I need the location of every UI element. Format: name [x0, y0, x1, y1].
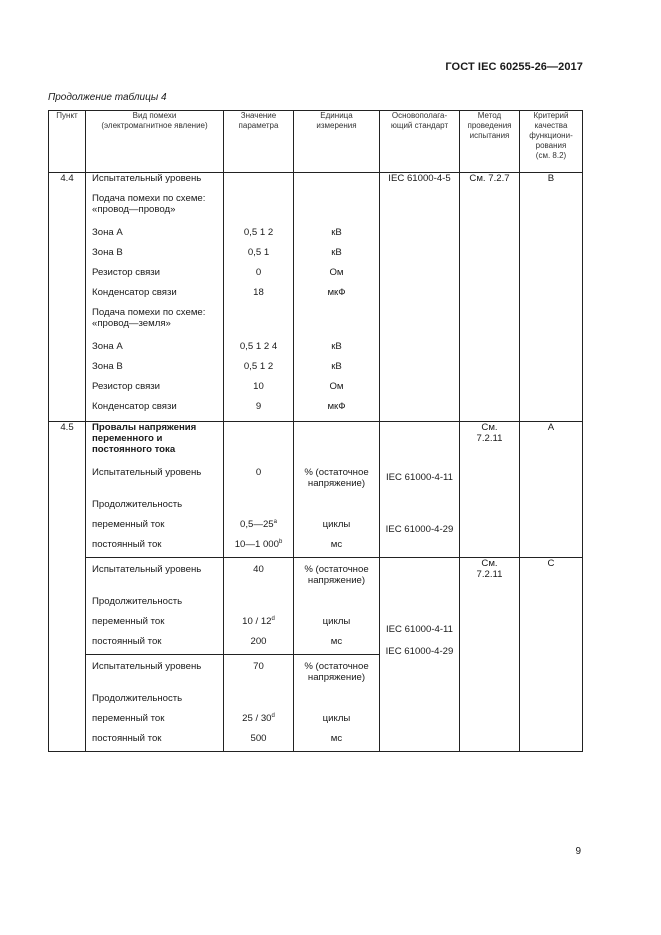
cell-label: Конденсатор связи [92, 287, 177, 298]
cell-unit: циклы [322, 519, 351, 530]
cell-value [224, 193, 293, 227]
cell-value: 10 / 12$^d$ [242, 615, 275, 627]
cell-unit: циклы [322, 713, 351, 724]
cell-value: 0,5 1 [247, 247, 270, 258]
cell-label: Продолжительность [92, 596, 183, 607]
cell-value: 70 [253, 661, 264, 672]
cell-unit: кВ [331, 361, 342, 372]
section-4-5-part-c-row [49, 558, 583, 752]
cell-label: Испытательный уровень [92, 173, 202, 184]
item-4-5: 4.5 [49, 422, 86, 752]
cell-value [224, 307, 293, 341]
phenomenon-4-5-a [86, 422, 224, 558]
cell-label: Зона В [92, 361, 123, 372]
requirements-table [48, 110, 583, 752]
cell-label: переменный ток [92, 616, 165, 627]
unit-4-5-a [294, 422, 380, 558]
standard-4-5-a [380, 422, 460, 558]
footnote-marker: b [278, 538, 283, 545]
standard-4-5-c [380, 558, 460, 752]
header-item: Пункт [49, 111, 86, 173]
header-value: Значение параметра [224, 111, 294, 173]
cell-unit [294, 499, 379, 519]
cell-unit [294, 307, 379, 341]
method-4-5-a: См. 7.2.11 [460, 422, 520, 558]
table-caption: Продолжение таблицы 4 [48, 92, 167, 103]
standard-4-4: IEC 61000-4-5 [380, 173, 460, 422]
phenomenon-4-4 [86, 173, 224, 422]
cell-label: Испытательный уровень [92, 661, 202, 672]
cell-label: Зона А [92, 341, 123, 352]
header-method: Метод проведения испытания [460, 111, 520, 173]
cell-value: 0,5 1 2 [243, 361, 274, 372]
value-4-4 [224, 173, 294, 422]
cell-unit: кВ [331, 341, 342, 352]
cell-unit: мс [330, 539, 343, 550]
cell-label: постоянный ток [92, 539, 162, 550]
cell-unit: % (остаточное напряжение) [304, 661, 369, 683]
cell-label: постоянный ток [92, 733, 162, 744]
standard-4-5-a-2: IEC 61000-4-29 [385, 524, 454, 535]
section-4-4-row [49, 173, 583, 422]
cell-value: 200 [250, 636, 267, 647]
cell-value: 0 [255, 267, 262, 278]
standard-4-5-a-1: IEC 61000-4-11 [385, 472, 454, 483]
cell-label: Конденсатор связи [92, 401, 177, 412]
criterion-4-4: B [520, 173, 583, 422]
method-4-5-c: См. 7.2.11 [460, 558, 520, 752]
cell-label: Резистор связи [92, 267, 161, 278]
cell-value: 25 / 30$^d$ [242, 712, 275, 724]
criterion-4-5-a: A [520, 422, 583, 558]
cell-unit: Ом [329, 381, 344, 392]
section-4-5-part-a-row [49, 422, 583, 558]
cell-label: переменный ток [92, 713, 165, 724]
cell-unit [294, 693, 379, 713]
document-header: ГОСТ IEC 60255-26—2017 [445, 61, 583, 73]
cell-label: Зона А [92, 227, 123, 238]
cell-value: 10—1 000$^b$ [234, 538, 283, 550]
cell-unit [294, 173, 379, 193]
cell-unit: % (остаточное напряжение) [304, 467, 369, 489]
value-4-5-a [224, 422, 294, 558]
phenomenon-4-5-c [86, 558, 224, 752]
cell-value [224, 499, 293, 519]
cell-unit: Ом [329, 267, 344, 278]
cell-value: 9 [255, 401, 262, 412]
footnote-marker: a [273, 518, 277, 525]
cell-value [224, 596, 293, 616]
footnote-marker: d [271, 615, 275, 622]
header-criterion: Критерий качества функциони- рования (см. 8.2) [520, 111, 583, 173]
cell-unit: мс [330, 733, 343, 744]
cell-label: переменный ток [92, 519, 165, 530]
cell-value: 0 [255, 467, 262, 478]
cell-label: Испытательный уровень [92, 467, 202, 478]
cell-value: 10 [253, 381, 264, 392]
page-number: 9 [575, 846, 581, 857]
criterion-4-5-c: C [520, 558, 583, 752]
cell-unit: циклы [322, 616, 351, 627]
cell-label: Зона В [92, 247, 123, 258]
value-4-5-c [224, 558, 294, 752]
cell-unit: кВ [331, 227, 342, 238]
cell-label: Подача помехи по схеме: «провод—провод» [92, 193, 206, 215]
footnote-marker: d [271, 712, 275, 719]
unit-4-4 [294, 173, 380, 422]
cell-value [224, 173, 293, 193]
cell-value: 0,5 1 2 4 [239, 341, 278, 352]
cell-label: Подача помехи по схеме: «провод—земля» [92, 307, 206, 329]
header-phenomenon: Вид помехи (электромагнитное явление) [86, 111, 224, 173]
cell-label: Испытательный уровень [92, 564, 202, 575]
cell-label: постоянный ток [92, 636, 162, 647]
cell-unit: % (остаточное напряжение) [304, 564, 369, 586]
header-unit: Единица измерения [294, 111, 380, 173]
cell-unit: кВ [331, 247, 342, 258]
cell-value: 40 [253, 564, 264, 575]
cell-unit: мкФ [327, 287, 346, 298]
header-standard: Основополага- ющий стандарт [380, 111, 460, 173]
standard-4-5-c-1: IEC 61000-4-11 [385, 624, 454, 635]
cell-unit: мс [330, 636, 343, 647]
cell-unit [294, 193, 379, 227]
cell-unit [294, 596, 379, 616]
cell-value: 18 [253, 287, 264, 298]
standard-4-5-c-2: IEC 61000-4-29 [385, 646, 454, 657]
cell-label: Резистор связи [92, 381, 161, 392]
cell-label: Продолжительность [92, 693, 183, 704]
cell-value [224, 693, 293, 713]
cell-value: 0,5 1 2 [243, 227, 274, 238]
table-header-row [49, 111, 583, 173]
cell-unit: мкФ [327, 401, 346, 412]
cell-label: Продолжительность [92, 499, 183, 510]
cell-value: 0,5—25$^a$ [240, 518, 277, 530]
item-4-4: 4.4 [49, 173, 86, 422]
unit-4-5-c [294, 558, 380, 752]
cell-value: 500 [250, 733, 267, 744]
section-4-5-title: Провалы напряжения переменного и постоянного тока [92, 422, 197, 455]
method-4-4: См. 7.2.7 [460, 173, 520, 422]
